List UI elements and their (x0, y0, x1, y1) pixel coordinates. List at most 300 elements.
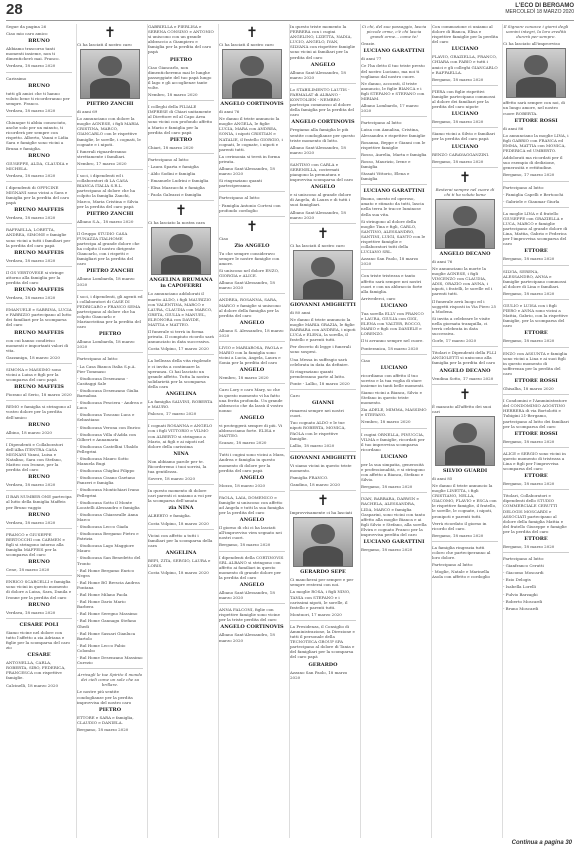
portrait-photo (435, 416, 495, 466)
notice-text: Bergamo, 18 marzo 2020 (503, 290, 555, 296)
deceased-name: BRUNO (28, 152, 50, 159)
notice-text: Buono, onesto ed operoso, amato e stimato da tutti, lascia nella terra le tracce luminose della sua vita. (361, 196, 424, 217)
notice-text: Gorle, 17 marzo 2020 (432, 338, 477, 344)
divider (148, 153, 214, 154)
divider (6, 363, 72, 364)
notice-text: - Famiglia Capelli e Bertoochi (503, 191, 564, 197)
divider (148, 529, 214, 530)
notice-text: - Rul Home Dario Mario Barbera (77, 599, 126, 610)
notice-text: Sovere, 18 marzo 2020 (148, 476, 196, 482)
deceased-name: CESARE POLI (19, 621, 59, 628)
notice-text: Verdava, 18 marzo 2020 (6, 107, 56, 113)
deceased-name: GIOVANNI AMIGHETTI (290, 301, 356, 308)
notice-text: - Studiocasa Lecco Giada (77, 524, 129, 529)
notice-text: - Studiocasa Toscano Luca e Sebastiano (77, 412, 135, 423)
notice-text: - Studiocasa Cisano Gaetano Panzeri e famiglia (77, 475, 136, 486)
portrait-photo (222, 49, 282, 99)
notice-text: Si invita a celebrare le visite nella giornata tranquilla, ci terrà celebrata in data successiva. (432, 315, 491, 337)
deceased-name: PIETRO ZANCHI (86, 101, 134, 108)
notice-text: Ne danno, accorati, il triste annuncio, le figlie BIANCA e i figli STEFANO e STEFANO con MIRIAM. (361, 80, 425, 102)
notice-text: EMANUELE e SABRINA, LUCIA e FABRIZIO partecipano al lutto dei familiari per la scomparsa del caro (6, 307, 72, 328)
divider (503, 265, 569, 266)
divider (290, 451, 356, 452)
notice-text: Si ringraziano quanti parteciperanno. (219, 178, 262, 189)
page-number: 28 (6, 1, 23, 18)
notice-text: - Gabriele e Gianmar Giurla (503, 198, 560, 204)
notice-text: Ci ha lasciato la nostra cara (148, 220, 205, 226)
notice-text: Titolari e Dipendenti della FLLI ANGIOLETTI si uniscono alla famiglia per la perdita del caro (432, 350, 497, 366)
notice-text: Albano Sant'Alessandro, 18 marzo 2020 (219, 166, 275, 177)
epigraph: Arrivagli le tue Spirito il mondo dei cieli come un sole che sa brillare. (77, 672, 143, 688)
column-8 (503, 24, 569, 838)
notice-text: - La Casa Bianca Italia S.p.A. Pier Tommaso (77, 363, 136, 374)
column-7 (432, 24, 498, 838)
notice-text: Siamo vicini a Silvio e familiari per la perdita del caro papà (432, 131, 495, 142)
notice-text: BEPI, ZITA, SERGIO, LAURA e LORIS. (148, 557, 211, 568)
divider (432, 346, 498, 347)
divider (219, 191, 285, 192)
deceased-name: ANGELO (239, 414, 265, 421)
notice-text: I dipendenti della CORTINOVIS SRL ALBANO si stringono con affetto ai familiari in questo momento di grande dolore per la perdita del caro (219, 554, 284, 580)
notice-text: - Studiocasa Sotto il Monte Locatelli Alessandro e famiglia (77, 499, 140, 510)
deceased-name: LUCIANO (451, 143, 479, 150)
notice-text: Tuo cognato ALDO e le tue nipoti ROBERTA, MONICA, PAOLA con le rispettive famiglie. (290, 420, 346, 441)
notice-text: - Rul Home Desenzano Massimo Curezio (77, 654, 143, 666)
divider (6, 575, 72, 576)
notice-text: - Rul Home Gannagu Stefano Ghedi (77, 618, 137, 629)
notice-text: - Ezio Delogis (503, 577, 531, 583)
notice-text: Palosco, 17 marzo 2020 (148, 411, 197, 417)
deceased-name: LUCIANO (451, 111, 479, 118)
notice-text: Verdava, 18 marzo 2020 (6, 295, 56, 301)
divider (148, 354, 214, 355)
notice-text: Albano Sant'Alessandro, 18 marzo 2020 (290, 144, 346, 155)
notice-text: vi proteggerà sempre di più. Vi abbracciamo forte. ELISA e MATTEO. (219, 422, 283, 439)
column-2 (77, 24, 143, 838)
notice-text: Ci ha lasciati il nostro caro (77, 42, 132, 47)
deceased-name: GERARDO (308, 661, 338, 668)
notice-text: - Studiocasa Mauro Sotto Manuela Bugi (77, 455, 129, 467)
notice-text: Per decreto di legge i funerali sono sospesi. (290, 344, 351, 355)
notice-text: Abbiamo trascorso tanti momenti insieme, non ti dimenticherò mai. Franco. (6, 46, 60, 62)
notice-text: Tu che sempre consideravo sempre le nostre famiglie con amore. (219, 250, 280, 266)
portrait-photo (293, 517, 353, 567)
notice-text: In questo momento di dolore cari parenti ci uniamo a voi per la scomparsa dell'amata (148, 488, 212, 504)
notice-text: - Isabella Lorelli (503, 584, 536, 590)
notice-text: Pregiamo alla famiglia le più sentite condoglianze per questo triste momento di lutto. (290, 127, 355, 143)
divider (361, 492, 427, 493)
notice-text: Carissimo (6, 75, 27, 81)
divider (148, 484, 214, 485)
divider (361, 116, 427, 117)
deceased-name: ANGELO (239, 319, 265, 326)
divider (290, 389, 356, 390)
notice-text: La moglie ROSA, i figli NINO, TANIA con STEFANO e i carissimi nipoti, le sorelle, il fratello e parenti tutti. (290, 589, 351, 610)
deceased-name: CESARE (27, 652, 51, 659)
cross-icon: ✝ (459, 169, 471, 186)
divider (219, 383, 285, 384)
notice-text: ricordiamo con affetto il tuo sorriso e la tua voglia di stare insieme in tanti belle momenti. (361, 372, 425, 388)
divider (6, 303, 72, 304)
notice-text: Albano S.A., 18 marzo 2020 (77, 218, 134, 224)
notice-text: Il BAR NUMBER ONE partecipa al lutto della famiglia Maffeis per Bruno vaggio (6, 494, 72, 510)
notice-text: PAOLA, LAIA, DOMENICO e famiglie si uniscono con affetto ad Angela e tutti la sua famiglia per la perdita del caro (219, 494, 284, 516)
divider (361, 428, 427, 429)
notice-text: di anni 77 (361, 56, 382, 62)
deceased-name: BRUNO (28, 601, 50, 608)
notice-text: I soci, i dipendenti ed i collaboratori di LA CASA BIANCA ITALIA S.R.L. partecipano al dolore che ha colpito la famiglia Zanchi, Marco, Maria Cristina e Silvia per la perdita del caro papà (77, 173, 139, 209)
notice-text: Rosso, Maurizio, Irene e famiglia (361, 158, 411, 169)
divider (503, 552, 569, 553)
divider (219, 293, 285, 294)
notice-text: Nembro, 18 marzo 2020 (361, 419, 411, 425)
notice-text: Zia ADELE, MIMMA, MASSIMO e STEFANO. (361, 407, 427, 418)
notice-text: di 80 anni (290, 309, 311, 315)
notice-text: Verdava, 18 marzo 2020 (6, 257, 56, 263)
divider (77, 668, 143, 669)
notice-text: - Studiocasa Pesciera - Andrea e Luca (77, 400, 143, 411)
notice-text: SILVIA, SERENA, ALESSANDRO, ANNA e famiglie partecipano commossi al dolore di Lina e familiari. (503, 268, 567, 289)
notice-text: RAFFAELLA, LORETTA, ANDREA, SIMONE e famiglie sono vicini a tutti i familiari per la perdita del caro papà (6, 227, 71, 248)
notice-text: con cui hanno condiviso momenti e importanti valori di vita. (6, 337, 69, 353)
notice-text: Il Gruppo STUDIO CASA FUNAZZA ITALHOME partecipa al grande dolore che ha colpito il nostro dirigente Giancarlo, con i rispetti e famigliari per la perdita del caro (77, 230, 140, 267)
divider (361, 354, 427, 355)
notice-text: IVAN, BARBARA, DARWIN e RACHELA, ALESSANDRA, LIDA, MARCO e famiglia Gasparini, sono vicini con tanto affetto alla moglie Bianca e ai figli Silvio e Stefano, alla sorella Elvira e cognato Franco per la improvvisa perdita del caro (361, 496, 427, 538)
deceased-name: ETTORE ROSSI (514, 117, 558, 124)
notice-text: Bergamo, 18 marzo 2020 (503, 481, 555, 487)
notice-text: Lo annunciano la moglie LINA, i figli GABRIO con FRANCA ed EMMA, MATTIA con MONICA, FEDERICA ed UMBERTO. (503, 132, 569, 154)
notice-text: Segue da pagina 26 (6, 24, 47, 29)
notice-text: - Aldo Sodini e famiglia (148, 170, 196, 176)
divider (361, 184, 427, 185)
notice-text: Bergamo, 17 marzo 2020 (503, 172, 555, 178)
deceased-name: ANGELO (239, 582, 265, 588)
notice-text: I colleghi della FILIALE IMPRESE di Chiari unitamente al Direttore ed al Capo Area sono vicini con profondo affetto a Mario e famiglia per la perdita del caro papà (148, 104, 213, 135)
notice-text: Scanzo, 18 marzo 2020 (219, 440, 267, 446)
notice-text: Partecipano al lutto: (503, 556, 545, 562)
notice-text: I Condomini e l'Amministratore del CONDOMINIO AGOSTINO HERRERA di via Bortolotti e Tubigini 21-Bergamo, partecipano al lutto dei familiari per la scomparsa del caro (503, 398, 569, 429)
deceased-name: LUCIANO (380, 364, 408, 371)
notice-text: - Studiocasa Verona con Enrico (77, 424, 141, 430)
notice-text: - Giacomo Moscardi (503, 570, 544, 576)
notice-text: Si ringraziano quanti prenderanno parte al lutto. (290, 368, 346, 379)
notice-text: Una Messa in suffragio sarà celebrata in data da definire. (290, 356, 349, 367)
deceased-name: ANGELO CORTINOVIS (220, 101, 284, 108)
divider (6, 72, 72, 73)
divider (432, 167, 498, 168)
deceased-name: ANGELO DECANO (439, 367, 491, 374)
notice-text: Albano S. Alessandro, 18 marzo 2020 (219, 327, 284, 338)
divider (6, 618, 72, 619)
notice-text: - Elisa Mazzucchi e famiglia (148, 185, 205, 191)
deceased-name: ANGELINA (165, 549, 197, 556)
divider (6, 438, 72, 439)
notice-text: Tutti i cugini sono vicini a Mara, Andrea e famiglia in questo momento di dolore per la perdita del caro papà (219, 452, 285, 473)
notice-text: Verdava, 18 marzo 2020 (6, 215, 56, 221)
notice-text: Famiglia FRANCO. (290, 474, 329, 480)
deceased-name: BRUNO (28, 38, 50, 45)
deceased-name: GIOVANNI AMIGHETTI (290, 454, 356, 461)
deceased-name: ANGELO (310, 61, 336, 68)
deceased-name: PIETRO (98, 331, 122, 338)
notice-text: - Gianfranco Cerutti (503, 563, 544, 569)
notice-text: Partecipano al lutto: (503, 184, 545, 190)
notice-text: Gazzaniga, 18 marzo 2020 (6, 354, 60, 360)
deceased-name: LUCIANO GARATTINI (363, 539, 425, 546)
notice-text: Il ti avranno sempre nel cuore. (361, 338, 424, 344)
notice-text: I cugini ORNELLA, PINUCCIA, VILMA e famiglie, ricordati per il tuo improvvisa scomparsa ricordano (361, 431, 425, 452)
issue-date: MERCOLEDÌ 18 MARZO 2020 (505, 9, 574, 15)
notice-text: È mancato all'affetto dei suoi cari (432, 403, 492, 414)
deceased-name: ETTORE ROSSI (514, 430, 558, 437)
notice-text: La Presidenza, il Consiglio di Amministrazione, la Direzione e tutti il personale della TECNOTECA GROUP SPA partecipano al dolore di Tania e del famigliari per la scomparsa del caro papà (290, 623, 355, 660)
notice-text: Ciao (361, 357, 371, 363)
notice-text: SANTINO con CARLA e SERENELLA, costernati piangono la prematura e improvvisa scomparsa del caro (290, 161, 353, 183)
deceased-name: ETTORE ROSSI (514, 378, 558, 385)
notice-text: FRANCO e GIUSEPPE BERTOCCHI con CARMEN e figli si stringono intorno alla famiglia MAFFEIS per la scomparsa del caro (6, 531, 65, 558)
notice-text: Siamo vicine nel dolore con tutto l'affetto a zia Adriana e figlie per la scomparsa del caro zio (6, 629, 70, 651)
masthead (505, 3, 574, 15)
notice-text: Ci mancherai per sempre e per sempre resterai con noi. (290, 577, 354, 588)
cross-icon: ✝ (246, 218, 258, 235)
notice-text: Montuori, 17 marzo 2020 (290, 611, 342, 617)
notice-text: ANTONELLA, CARLA, ROBERTA, SIRO, FEDERICA, FRANCESCA con rispettive famiglie. (6, 660, 66, 681)
notice-text: Luisa con Annalisa, Cristina, Alessandra e rispettive famiglie (361, 127, 426, 138)
deceased-name: PIETRO ZANCHI (86, 210, 134, 217)
notice-text: Il funerale avrà luogo ed i soggetti risposti in Via Piero 25 a Modena. (432, 298, 497, 314)
notice-text: ENRICO SCARCELLI e famiglia sono vicini in questo momento di dolore a Luisa, Sara, Danila e Ivonne per la perdita del caro (6, 579, 72, 600)
divider (290, 158, 356, 159)
notice-text: Albano Sant'Alessandro, 18 marzo 2020 (290, 69, 346, 80)
notice-text: La famiglia ringrazia tutti coloro che parteciperanno al loro dolore. (432, 544, 491, 561)
cross-icon: ✝ (246, 25, 258, 41)
deceased-name: ANGELO (239, 367, 265, 374)
notice-text: Si stringono al dolore della moglie Tina e figli, CARLO, SANTINO, ALESSANDRO, SANTINI, LUIGI, SANTO con le rispettive famiglie e collaboratori tutti della LUCIANO SRL. (361, 218, 426, 255)
deceased-name: BRUNO (28, 559, 50, 566)
divider (148, 419, 214, 420)
notice-text: Costa Volpino, 17 marzo 2020 (148, 346, 209, 352)
divider (290, 620, 356, 621)
notice-text: Lo annunciano con dolore la moglie AGNESE, i figli MARIA CRISTINA, MARCO, GIANCARLO con le rispettive famiglie, le sorelle, i cognati, le cognate e i nipoti. (77, 116, 141, 147)
notice-text: Titolari, Collaboratori e dipendenti dello STUDIO COMMERCIALE CERUTTI DELOGIS MOSCARDI e ASSOCIATI partecipano al dolore della famiglia Mattia e del fratello Giuseppe e famiglie per la perdita del caro (503, 493, 567, 534)
divider (219, 341, 285, 342)
deceased-name: ANGELO CORTINOVIS (291, 119, 355, 126)
notice-text: Gandino, 18 marzo 2020 (290, 482, 340, 488)
notice-text: per la sua simpatia, generosità e professionalità, e si stringono con affetto a Bianca, Stefano e Silvio. (361, 461, 425, 483)
notice-text: - Famiglia Antonio Cortesi con profondo cordoglio (219, 202, 281, 213)
notice-text: Caro (290, 393, 300, 399)
divider (432, 127, 498, 128)
notice-text: Partecipano al lutto: (219, 195, 261, 201)
divider (219, 448, 285, 449)
portrait-photo (506, 48, 566, 98)
deceased-name: NINA (173, 450, 189, 457)
notice-text: SIMONA e MASSIMO sono vicini a Luisa e figli per la scomparsa del caro papà (6, 366, 62, 383)
divider (503, 394, 569, 395)
notice-text: e si uniscono al grande dolore di Angela, di Laura e di tutti i suoi famigliari. (290, 192, 352, 208)
notice-text: Partecipano al lutto: (148, 156, 190, 162)
notice-text: LIVIO e MARIAROSA, PAOLA e MARIO con la famiglia sono vicini a Lucia, Angela, Laura e Sonia per la perdita del caro (219, 345, 283, 366)
notice-text: - Rul Home Sassari Gianluca Bartolo (77, 630, 136, 641)
notice-text: Verdava, 18 marzo 2020 (6, 519, 56, 525)
notice-text: Bergamo, 18 marzo 2020 (432, 158, 484, 164)
notice-text: - Bruno Moscardi (503, 605, 539, 611)
epigraph: Resterai sempre nel cuore di chi ti ha voluto bene (435, 186, 495, 197)
notice-text: I funerali riguarderanno strettamente i familiari. (77, 148, 127, 159)
notice-text: ENZO con ASSUNTA e famiglia sono vicini a Lina e ai suoi figli in questo momento di sofferenza per la perdita del caro (503, 350, 568, 376)
deceased-name: ETTORE (524, 536, 548, 542)
notice-text: Calcinelli, 18 marzo 2020 (6, 682, 58, 688)
column-4 (219, 24, 285, 838)
notice-text: - Rul Home Bergamo Enrico Negra (77, 567, 135, 578)
divider (290, 490, 356, 491)
divider (148, 200, 214, 201)
notice-text: Mozzo, 18 marzo 2020 (219, 482, 266, 488)
deceased-name: BRUNO MAFFEIS (14, 329, 64, 336)
notice-text: Bergamo, 18 marzo 2020 (432, 532, 484, 538)
notice-text: Costa Volpino, 18 marzo 2020 (148, 520, 209, 526)
divider (6, 528, 72, 529)
notice-text: di anni 69 (77, 109, 98, 115)
notice-text: tutti gli amici che ti hanno voluto bene ti ricorderanno per sempre. Franco. (6, 90, 70, 106)
cross-icon: ✝ (317, 493, 329, 510)
divider (503, 299, 569, 300)
cross-icon: ✝ (175, 203, 187, 220)
notice-text: Nembro, 18 marzo 2020 (219, 375, 269, 381)
divider (432, 85, 498, 86)
notice-text: Rosso, Aurelia, Marta e famiglia (361, 151, 427, 157)
notice-text: Bergamo, 18 marzo 2020 (503, 338, 555, 344)
notice-text: Ci ha lasciati il nostro caro (219, 42, 274, 47)
divider (290, 83, 356, 84)
notice-text: RENZO CARAVAGGANZINI. (432, 151, 490, 157)
deceased-name: PIETRO (169, 136, 193, 143)
notice-text: Bergamo, 18 marzo 2020 (503, 438, 555, 444)
divider (503, 489, 569, 490)
notice-text: - Studiocasa Desenzano - Casitaggi Sale (77, 375, 128, 386)
notice-text: Ponte - Lallio, 18 marzo 2020 (290, 380, 350, 386)
divider (77, 352, 143, 353)
notice-text: ALICE e SERGIO sono vicini in questo momento di tristezza a Lina e figli per l'improvvisa scomparsa del caro (503, 450, 566, 472)
notice-text: In questo triste momento la FERRERA con i cugini ANGELINO, LIZETTA, NADIA, LUCIO, ANGELO, IVAN, SILVANA con rispettive famiglie sono vicini ai familiari per la perdita del caro (290, 24, 356, 60)
notice-text: - Studiocasa Castellini Ubaldo Pellegrini (77, 443, 139, 454)
notice-text: affetto sarà sempre con noi, di un lungo amore, nel nostro cuore ROBERTA. (503, 100, 565, 116)
notice-text: Rosanna, Beppe e Gianni con le rispettive famiglie (361, 139, 426, 150)
notice-text: ANDREA, ROSANNA, SARA, MARCO e famiglie si uniscono al dolore della famiglia per la perdita del caro (219, 297, 281, 318)
notice-text: Bergamo, 18 marzo 2020 (432, 76, 484, 82)
notice-text: Arrivederci, caro (361, 295, 396, 301)
divider (290, 223, 356, 224)
notice-text: di anni 85 (432, 475, 453, 481)
notice-text: - Moglie, Natale e Marinella Asola con affetto e cordoglio (432, 569, 490, 580)
portrait-photo (435, 199, 495, 249)
notice-text: FIERA con figlie rispettivi famiglie partecipano commossi al dolore dei familiari per la perdita del caro nipote (432, 88, 496, 110)
deceased-name: LUCIANO (451, 46, 479, 53)
notice-text: FLAVIO, GRAZIELLA, FRANCO, CHIARA con FABIO e tutti i amici e gli colleghi GIANCARLO e RAFFAELLA. (432, 54, 498, 75)
notice-text: I soci, i dipendenti, gli agenti ed i collaboratori di CASE DI FEDRICARO e FRANCO SEMA partecipano al dolore che ha colpito Giancarlo e Mariacristina per la perdita del caro (77, 293, 143, 330)
notice-text: Albano Sant'Alessandro, 18 marzo 2020 (219, 632, 275, 643)
notice-text: - Rul Home Milano Paola (77, 592, 128, 598)
notice-text: Nembro, 17 marzo 2020 (77, 160, 127, 166)
notice-text: Azzano San Paolo, 18 marzo 2020 (361, 256, 419, 267)
deceased-name: ETTORE (524, 330, 548, 337)
divider (503, 347, 569, 348)
divider (432, 541, 498, 542)
notice-text: - Studiocasa Montichiari Ivano Pellegrini (77, 487, 140, 498)
deceased-name: Zio ANGELO (234, 242, 270, 249)
divider (6, 116, 72, 117)
divider (77, 169, 143, 170)
divider (219, 603, 285, 604)
deceased-name: zia NINA (168, 505, 194, 512)
notice-text: Vi siamo vicini in questo triste momento. (290, 462, 352, 473)
deceased-name: ANGELO (239, 474, 265, 481)
notice-text: di anni 76 (219, 109, 240, 115)
notice-text: Lo STABILIMENTO LAUTIS - FARMALAT di ALBANO - KONTOLIEN - NEMBRO partecipa commosso al dolore della famiglia per la perdita del caro (290, 86, 355, 118)
notice-text: Addolorati ma ricordati per il suo esempio di dedizione, generosità e rettitudine. (503, 155, 563, 171)
notice-text: Bergamo, 18 marzo 2020 (503, 544, 555, 549)
notice-text: Bergamo, 18 marzo 2020 (219, 542, 271, 548)
notice-text: La cerimonia si terrà in forma privata. (219, 153, 280, 164)
notice-text: - Studiocasa Chiaravalle Anna Marco (77, 511, 138, 522)
notice-text: Bergamo, 18 marzo 2020 (361, 484, 413, 490)
deceased-name: BRUNO MAFFEIS (14, 287, 64, 294)
notice-text: Verdava, 18 marzo 2020 (6, 172, 56, 178)
divider (219, 551, 285, 552)
notice-text: Bergamo, 18 marzo 2020 (361, 547, 413, 553)
notice-text: Verdava, 18 marzo 2020 (6, 609, 56, 615)
notice-text: Albano Sant'Alessandro, 18 marzo 2020 (219, 280, 275, 291)
notice-text: Ne danno il triste annuncio la moglie ANGELA, le figlie LUCIA, MARA con ANDREA, SONIA, i nipoti CRISTIAN e NATALIE, il fratello GIORGIO, i cognati, le cognate, i nipoti e parenti tutti. (219, 116, 283, 152)
notice-text: Chiari, 18 marzo 2020 (148, 144, 194, 150)
divider (219, 491, 285, 492)
notice-text: Ce l'ha detto il tuo triste presto del nostro Luciano, ma noi ti vogliamo dal nostro cuore. (361, 63, 425, 79)
divider (6, 181, 72, 182)
notice-text: REMO e famiglia si stringono al vostro dolore per la perdita dell'amico (6, 404, 71, 420)
notice-text: Ci ha lasciati il nostro caro (290, 242, 345, 248)
notice-text: Lallio, 18 marzo 2020 (290, 442, 335, 448)
notice-text: La moglie LINA e il fratello GIUSEPPE con GRAZIELLA e LUCA, MARCO e famiglie partecipano al grande dolore di Lina, Mattia, Gabrio e Federica per l'improvvisa scomparsa del caro (503, 210, 568, 247)
notice-text: ETTORE e SARA e famiglia, CLAUDIO e DANIELA. (77, 714, 134, 725)
notice-text: Lo annunciano addolorati il marito ALDO, i figli MAURIZIO con VALENTINA, MARCO e LAURA, CLAUDIA con MARCO, GRETA, GIULIA e MANUEL, ELEONORA con DAVIDE, MATTIA e MATTEO. (148, 291, 213, 327)
divider (503, 181, 569, 182)
notice-text: Bergamo, 18 marzo 2020 (503, 256, 555, 262)
deceased-name: ETTORE (524, 473, 548, 480)
notice-text: - Studiocasa Chiglini Filippo (77, 468, 135, 474)
notice-text: Azzano San Paolo, 18 marzo 2020 (290, 669, 348, 680)
notice-text: Le nostre più sentite condoglianze per la perdita improvvisa del nostro caro (77, 689, 133, 705)
notice-text: Il GS VERTOVESE si stringe attorno alla famiglia per la perdita del caro (6, 269, 64, 285)
deceased-name: ANGELO (239, 517, 265, 524)
notice-text: Non abbiamo parole per te. Ricorderemo i tuoi sorrisi, la tua gentilezza. (148, 458, 207, 474)
deceased-name: BRUNO (28, 511, 50, 518)
notice-text: - Paola Galeazzi e famiglia (148, 192, 202, 198)
epigraph: Ci chi, del suo passaggio, lascia piccole orme, c'è chi lascia grandi orme... come te! (361, 24, 427, 40)
notice-text: GABRIELLA e PIERLISA e SERENA CONSINO e ANTONIO si uniscono con un grande abbraccio a Giampiero e famiglia per la perdita del caro papà (148, 24, 214, 55)
notice-text: Caro Lory e caro Mary, so che in questo momento vi ha fatto una ferita profonda. Un grande abbraccio che da lassù il vostro nonno (219, 387, 284, 413)
notice-text: Verdava, 18 marzo 2020 (6, 63, 56, 69)
notice-text: Improvvisamente ci ha lasciati (290, 510, 353, 516)
deceased-name: LUCIANO (380, 302, 408, 309)
notice-text: Con commozione ci uniamo al dolore di Bianca, Elisa e rispettive famiglie per la perdita del caro (432, 24, 498, 45)
deceased-name: BRUNO (28, 474, 50, 481)
divider (361, 269, 427, 270)
notice-text: Fiorano al Serio, 18 marzo 2020 (6, 392, 72, 398)
notice-text: Ci ha lasciato all'improvviso (503, 41, 561, 47)
divider (6, 490, 72, 491)
divider (6, 400, 72, 401)
notice-text: Chiunque ti abbia conosciuto, anche solo per un minuto, ti ricorderà per sempre con rispetto. Alberto, Vanni e Lidia Sara e famiglie sono vicini a Bruna e famiglia. (6, 120, 69, 151)
